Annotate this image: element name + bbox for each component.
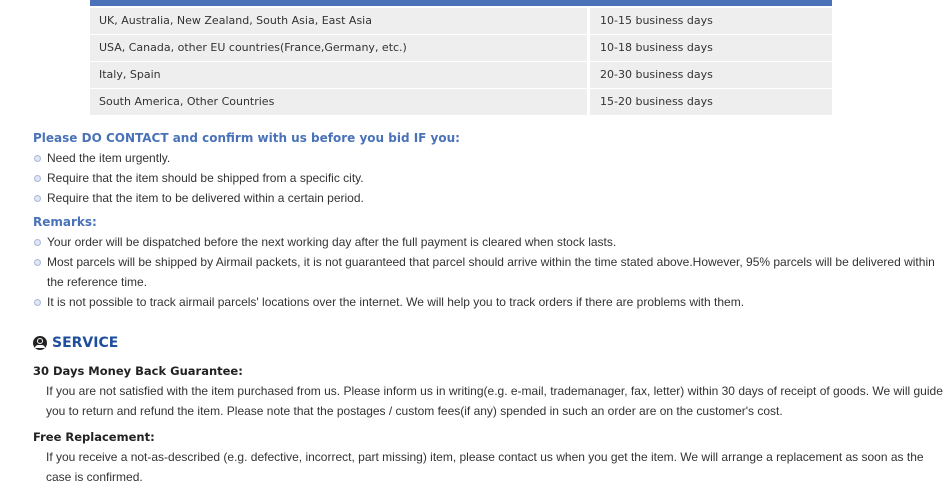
- list-item: [33, 188, 950, 208]
- table-row: [90, 62, 832, 88]
- table-row: [90, 89, 832, 115]
- list-item: [33, 148, 950, 168]
- bullet-icon: [34, 239, 41, 246]
- list-item: [33, 232, 950, 252]
- contact-list: [33, 148, 950, 208]
- bullet-icon: [34, 259, 41, 266]
- customer-service-icon: [33, 336, 47, 350]
- remarks-heading: Remarks:: [33, 215, 97, 229]
- list-item-text: It is not possible to track airmail parcels' locations over the internet. We will help you to track orders if there are problems with them.: [47, 295, 745, 309]
- delivery-time-cell: 10-18 business days: [590, 35, 832, 61]
- bullet-icon: [34, 155, 41, 162]
- service-title-text: SERVICE: [52, 335, 119, 351]
- paragraph-line: If you receive a not-as-described (e.g. defective, incorrect, part missing) item, please contact us when you get the item. We will arrange a replacement as soon as the: [46, 450, 924, 464]
- delivery-time-cell: 15-20 business days: [590, 89, 832, 115]
- bullet-icon: [34, 175, 41, 182]
- money-back-heading: 30 Days Money Back Guarantee:: [33, 364, 243, 378]
- contact-heading: Please DO CONTACT and confirm with us before you bid IF you:: [33, 131, 460, 145]
- list-item: [33, 252, 950, 292]
- list-item-text: Need the item urgently.: [47, 151, 171, 165]
- bullet-icon: [34, 299, 41, 306]
- service-title: [33, 335, 118, 351]
- free-replacement-heading: Free Replacement:: [33, 430, 155, 444]
- paragraph-line: If you are not satisfied with the item purchased from us. Please inform us in writing(e.g. e-mail, trademanager, fax, letter) within 30 days of receipt of goods. We will guide: [46, 384, 943, 398]
- remarks-list: [33, 232, 950, 312]
- list-item-text: Most parcels will be shipped by Airmail packets, it is not guaranteed that parcel should arrive within the time stated above.However, 95% parcels will be delivered within: [47, 255, 935, 269]
- table-row: [90, 8, 832, 34]
- list-item-text-continued: the reference time.: [47, 275, 148, 289]
- region-cell: UK, Australia, New Zealand, South Asia, East Asia: [90, 8, 587, 34]
- money-back-text: [46, 381, 943, 421]
- table-row: [90, 35, 832, 61]
- paragraph-line: you to return and refund the item. Please note that the postages / custom fees(if any) spended in such an order are on the customer's cost.: [46, 404, 783, 418]
- region-cell: South America, Other Countries: [90, 89, 587, 115]
- delivery-time-cell: 20-30 business days: [590, 62, 832, 88]
- free-replacement-text: [46, 447, 926, 487]
- region-cell: Italy, Spain: [90, 62, 587, 88]
- list-item-text: Require that the item should be shipped from a specific city.: [47, 171, 364, 185]
- bullet-icon: [34, 195, 41, 202]
- list-item-text: Require that the item to be delivered within a certain period.: [47, 191, 364, 205]
- list-item-text: Your order will be dispatched before the next working day after the full payment is cleared when stock lasts.: [47, 235, 617, 249]
- list-item: [33, 292, 950, 312]
- delivery-time-cell: 10-15 business days: [590, 8, 832, 34]
- shipping-time-table: [90, 0, 832, 115]
- region-cell: USA, Canada, other EU countries(France,Germany, etc.): [90, 35, 587, 61]
- list-item: [33, 168, 950, 188]
- paragraph-line: case is confirmed.: [46, 470, 143, 484]
